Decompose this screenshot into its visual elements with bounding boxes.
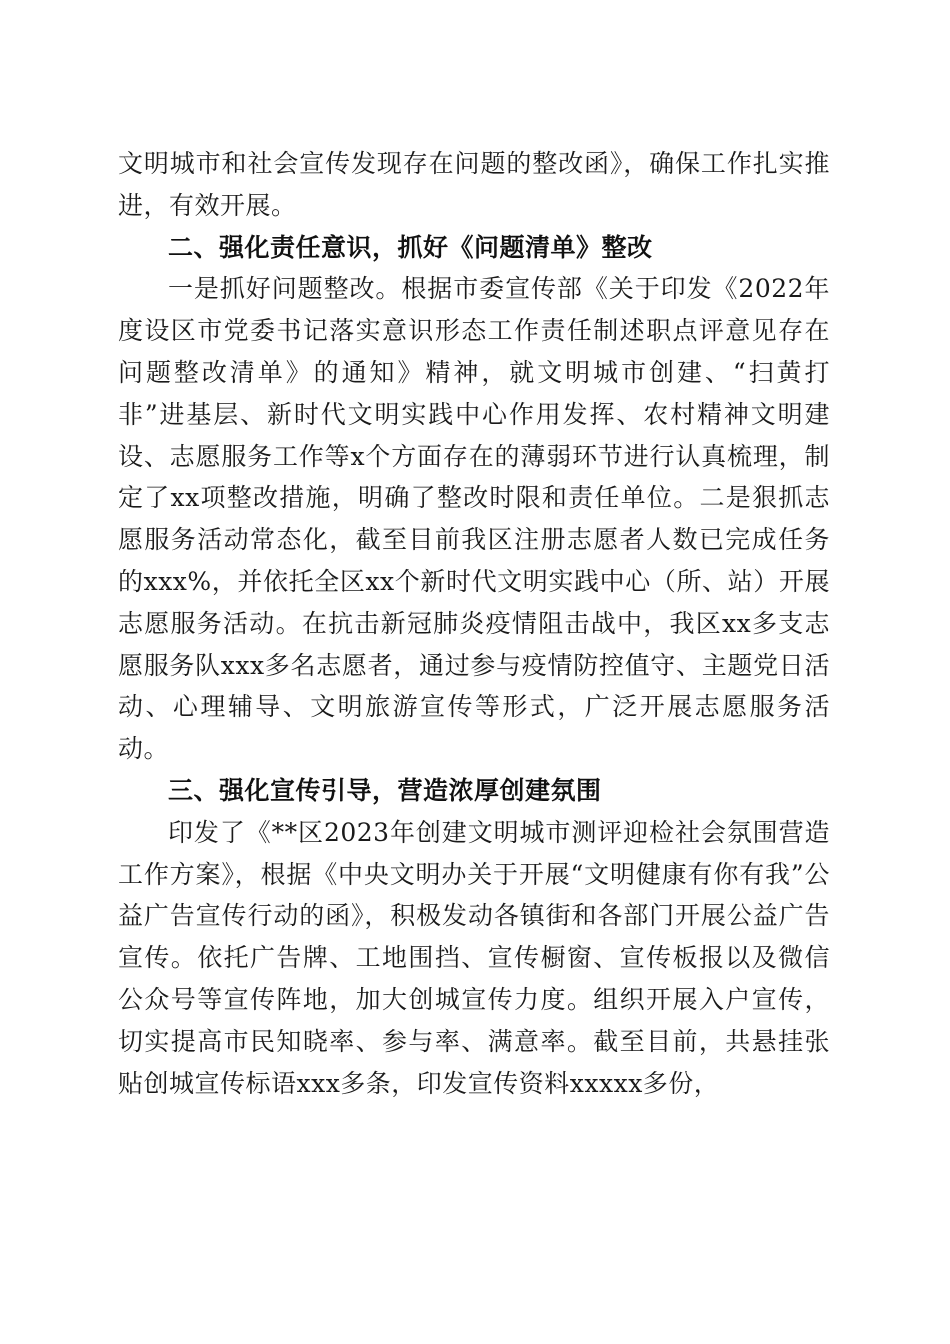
section-3-heading: 三、强化宣传引导，营造浓厚创建氛围 [168,775,602,805]
section-2-paragraph: 一是抓好问题整改。根据市委宣传部《关于印发《2022年度设区市党委书记落实意识形态工作责任制述职点评意见存在问题整改清单》的通知》精神，就文明城市创建、“扫黄打非”进基层、新时代文明实践中心作用发挥、农村精神文明建设、志愿服务工作等x个方面存在的薄弱环节进行认真梳理，制定了xx项整改措施，明确了整改时限和责任单位。二是狠抓志愿服务活动常态化，截至目前我区注册志愿者人数已完成任务的xxx%，并依托全区xx个新时代文明实践中心（所、站）开展志愿服务活动。在抗击新冠肺炎疫情阻击战中，我区xx多支志愿服务队xxx多名志愿者，通过参与疫情防控值守、主题党日活动、心理辅导、文明旅游宣传等形式，广泛开展志愿服务活动。 [118,274,830,764]
section-3-paragraph: 印发了《**区2023年创建文明城市测评迎检社会氛围营造工作方案》，根据《中央文明办关于开展“文明健康有你有我”公益广告宣传行动的函》，积极发动各镇街和各部门开展公益广告宣传。依托广告牌、工地围挡、宣传橱窗、宣传板报以及微信公众号等宣传阵地，加大创城宣传力度。组织开展入户宣传，切实提高市民知晓率、参与率、满意率。截至目前，共悬挂张贴创城宣传标语xxx多条，印发宣传资料xxxxx多份， [118,817,830,1098]
continuation-paragraph: 文明城市和社会宣传发现存在问题的整改函》，确保工作扎实推进，有效开展。 [118,149,830,220]
document-body [118,143,830,1104]
section-2-heading: 二、强化责任意识，抓好《问题清单》整改 [168,232,653,262]
